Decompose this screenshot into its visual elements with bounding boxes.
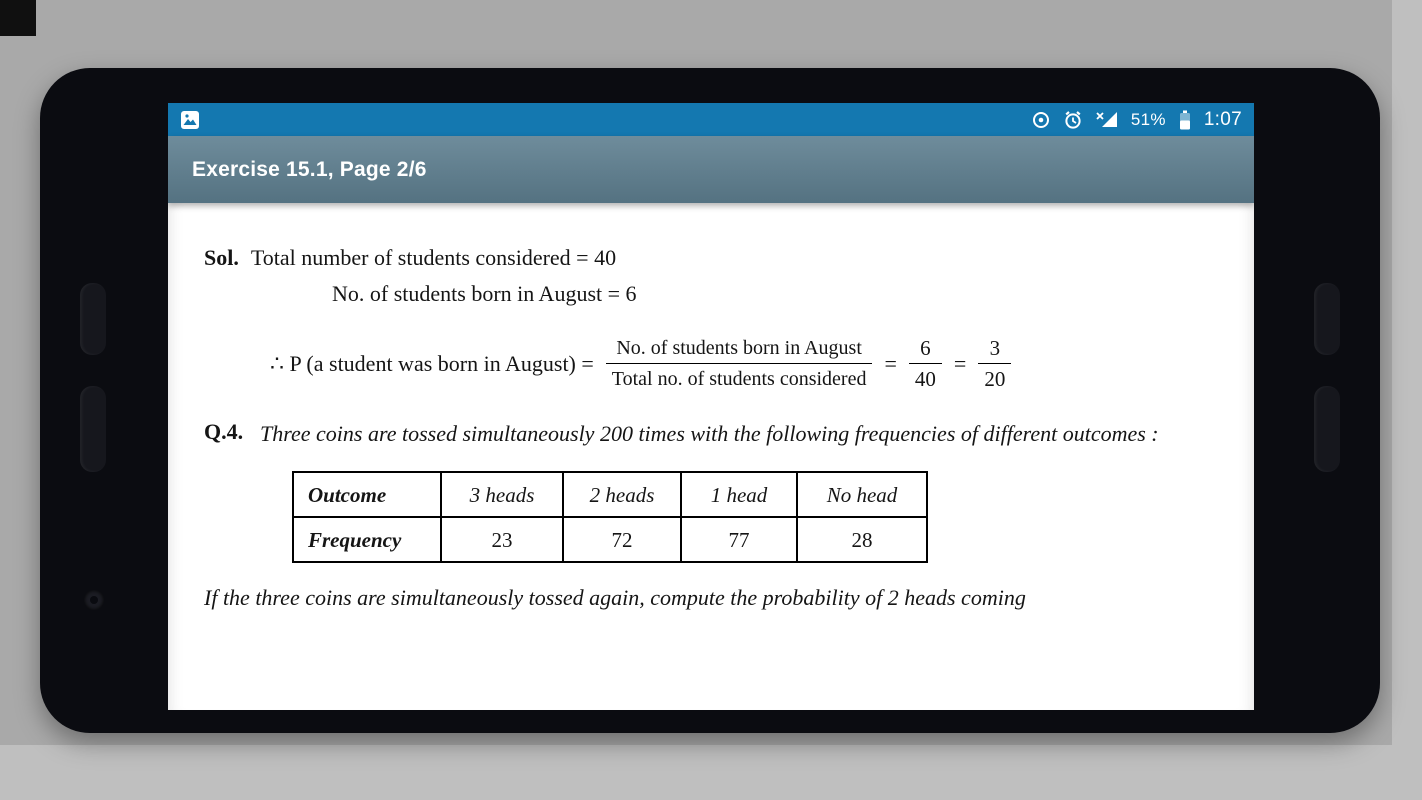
- table-cell: 23: [441, 517, 563, 562]
- clock-text: 1:07: [1203, 108, 1242, 130]
- question-label: Q.4.: [204, 419, 244, 444]
- table-cell: 3 heads: [441, 472, 563, 517]
- alarm-clock-icon: [1063, 110, 1083, 130]
- equals-sign: =: [953, 350, 967, 376]
- solution-line-1: [204, 243, 1218, 273]
- phone-screen: [168, 103, 1254, 710]
- table-cell: Outcome: [293, 472, 441, 517]
- solution-text-1: Total number of students considered = 40: [250, 245, 617, 270]
- phone-button-left-lower: [80, 386, 106, 472]
- fraction-main: [606, 336, 873, 391]
- equals-sign: =: [884, 350, 897, 376]
- question-text: Three coins are tossed simultaneously 200 times with the following frequencies of different outcomes :: [260, 421, 1159, 446]
- solution-label: Sol.: [204, 245, 239, 270]
- fraction-numerator: 6: [909, 336, 942, 364]
- data-saver-icon: [1032, 111, 1050, 129]
- battery-icon: [1179, 110, 1191, 130]
- fraction-3-20: [978, 336, 1011, 391]
- corner-artifact: [0, 0, 36, 36]
- closing-text: If the three coins are simultaneously tossed again, compute the probability of 2 heads coming: [204, 585, 1026, 610]
- document-page[interactable]: [168, 203, 1254, 710]
- table-cell: 1 head: [681, 472, 797, 517]
- fraction-denominator: 20: [984, 367, 1006, 391]
- page-title: Exercise 15.1, Page 2/6: [192, 157, 427, 181]
- fraction-denominator: Total no. of students considered: [611, 368, 867, 390]
- fraction-denominator: 40: [914, 367, 936, 391]
- frequency-table: [292, 471, 928, 563]
- battery-percent: 51%: [1130, 109, 1166, 129]
- table-row: [293, 517, 927, 562]
- background-strip-bottom: [0, 745, 1422, 800]
- phone-frame: [40, 68, 1380, 733]
- solution-line-2: No. of students born in August = 6: [332, 281, 637, 306]
- table-cell: 77: [681, 517, 797, 562]
- fraction-numerator: 3: [978, 336, 1011, 364]
- formula-lhs: ∴ P (a student was born in August) =: [270, 350, 594, 376]
- table-cell: Frequency: [293, 517, 441, 562]
- phone-button-right-lower: [1314, 386, 1340, 472]
- fraction-6-40: [909, 336, 942, 391]
- table-cell: 72: [563, 517, 681, 562]
- background-strip-right: [1392, 0, 1422, 800]
- phone-button-left-upper: [80, 283, 106, 355]
- probability-formula: [270, 336, 1218, 391]
- table-cell: 28: [797, 517, 927, 562]
- table-row: [293, 472, 927, 517]
- app-toolbar: [168, 136, 1254, 203]
- table-cell: No head: [797, 472, 927, 517]
- status-bar: [168, 103, 1254, 136]
- signal-x-icon: [1096, 111, 1118, 128]
- camera-lens: [84, 590, 104, 610]
- gallery-icon: [180, 110, 200, 130]
- fraction-numerator: No. of students born in August: [606, 336, 873, 364]
- phone-button-right-upper: [1314, 283, 1340, 355]
- table-cell: 2 heads: [563, 472, 681, 517]
- question-4: [204, 417, 1218, 451]
